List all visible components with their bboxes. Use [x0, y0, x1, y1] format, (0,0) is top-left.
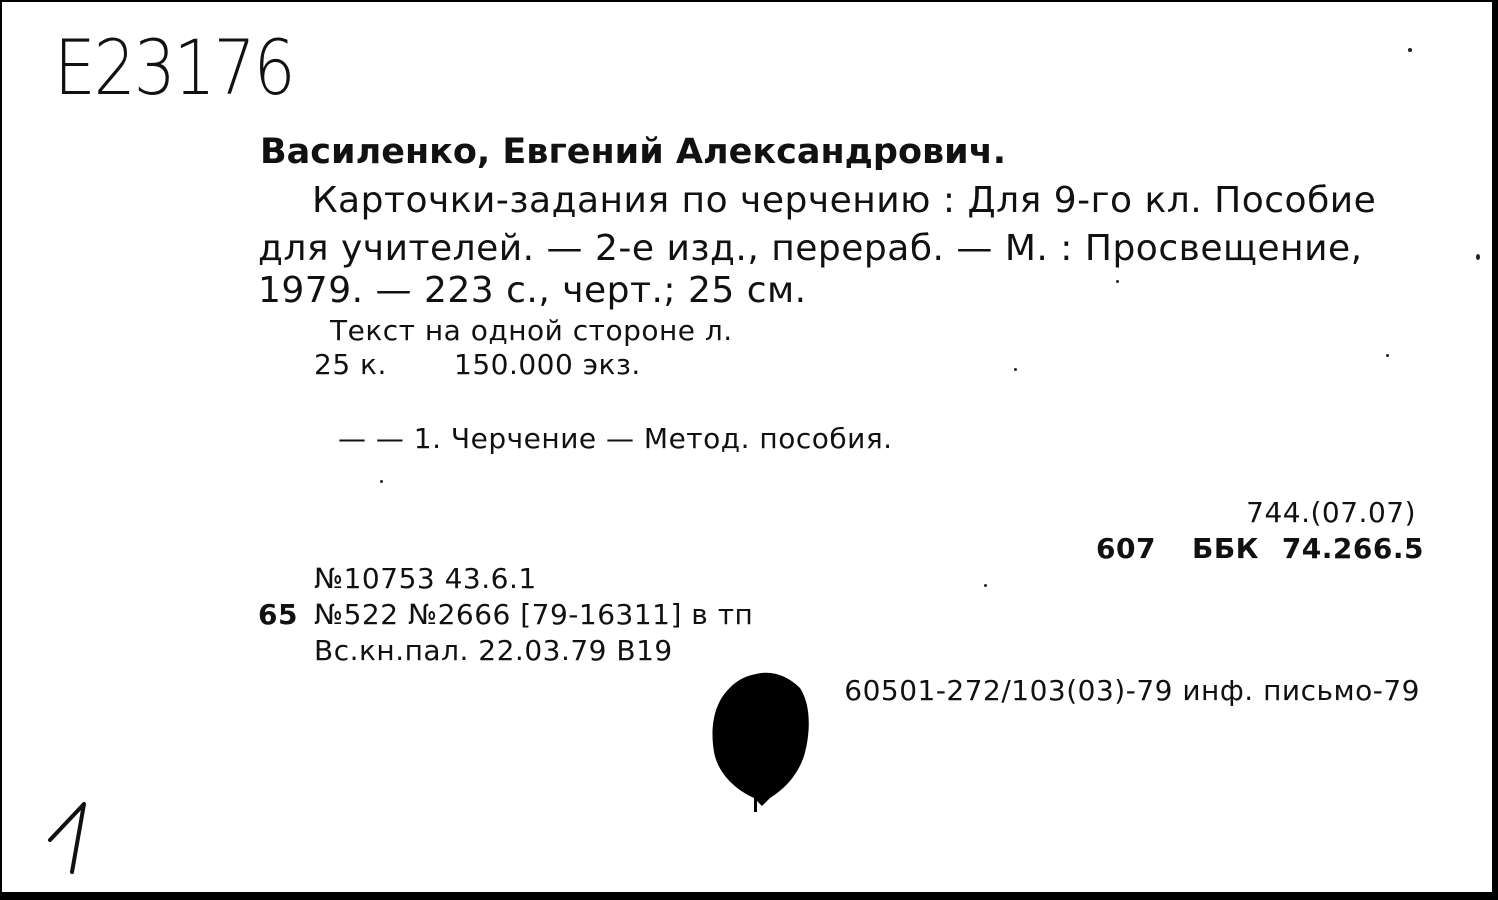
dust-speck [1386, 354, 1389, 357]
author-heading: Василенко, Евгений Александрович. [260, 132, 1007, 172]
dust-speck [1476, 254, 1480, 260]
dust-speck [380, 480, 383, 483]
catalog-number: E23176 [54, 24, 294, 113]
record-line-2: №522 №2666 [79-16311] в тп [314, 598, 754, 631]
bbk-code: 607 [1096, 532, 1156, 565]
record-line-1: №10753 43.6.1 [314, 562, 537, 595]
udc-index: 744.(07.07) [1246, 496, 1416, 529]
print-run: 150.000 экз. [454, 348, 641, 381]
bbk-value: 74.266.5 [1281, 532, 1424, 565]
record-prefix: 65 [258, 598, 298, 631]
price: 25 к. [314, 348, 387, 381]
title-line-3: 1979. — 223 с., черт.; 25 см. [258, 270, 807, 311]
record-line-3: Вс.кн.пал. 22.03.79 В19 [314, 634, 673, 667]
dust-speck [1014, 368, 1017, 371]
subject-heading: — — 1. Черчение — Метод. пособия. [338, 422, 893, 455]
record-code: 60501-272/103(03)-79 инф. письмо-79 [844, 674, 1420, 707]
handwritten-mark [42, 798, 112, 878]
dust-speck [984, 584, 987, 587]
dust-speck [1408, 48, 1412, 52]
dust-speck [1116, 280, 1119, 283]
ink-blot [708, 666, 818, 816]
title-line-1: Карточки-задания по черчению : Для 9-го кл. Пособие [312, 180, 1377, 221]
bbk-label: ББК [1192, 532, 1260, 565]
title-line-2: для учителей. — 2-е изд., перераб. — М. : Просвещение, [258, 228, 1363, 269]
single-side-note: Текст на одной стороне л. [330, 314, 733, 347]
